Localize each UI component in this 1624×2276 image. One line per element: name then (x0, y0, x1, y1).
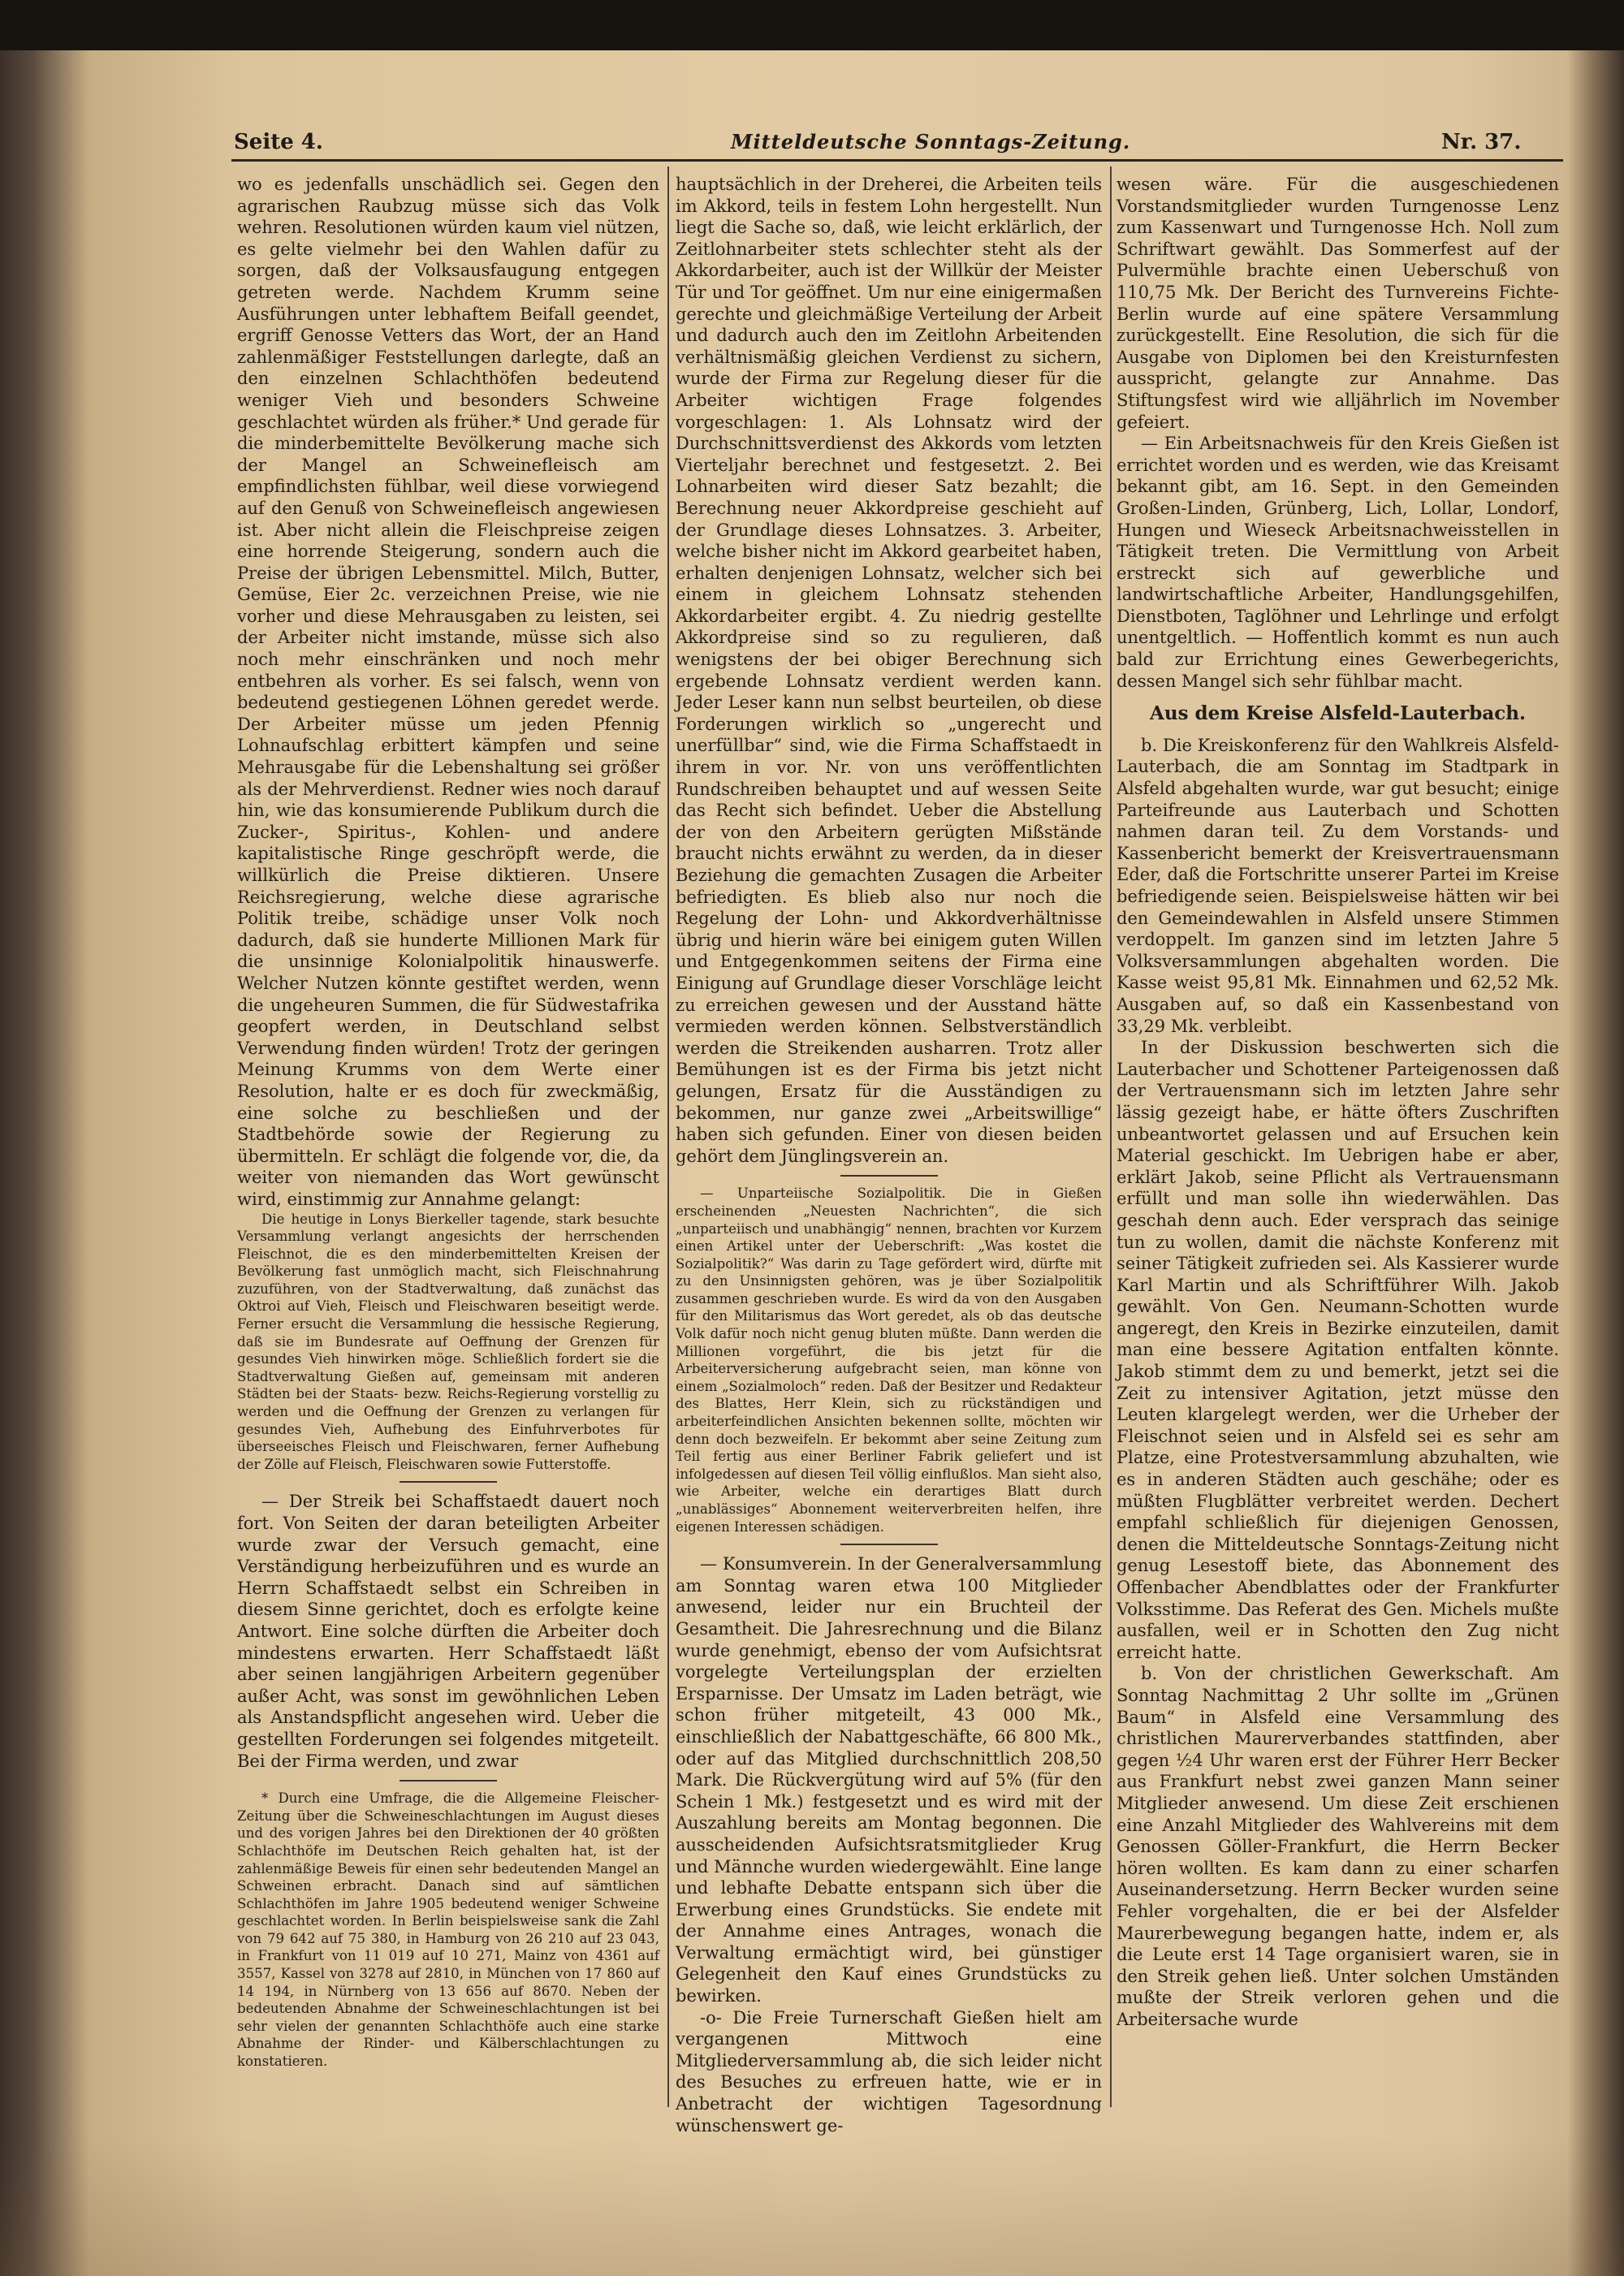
page-shadow (0, 2136, 1624, 2276)
section-divider (840, 1544, 938, 1545)
article-consumer-cooperative: — Konsumverein. In der Generalversammlung am Sonntag waren etwa 100 Mitglieder anwesend, leider nur ein Bruchteil der Gesamtheit. Die Jahresrechnung und die Bilanz wurde genehmigt, ebenso der vom Aufsichtsrat vorgelegte Verteilungsplan der erzielten Ersparnisse. Der Umsatz im Laden beträgt, wie schon früher mitgeteilt, 43 000 Mk., einschließlich der Nabattgeschäfte, 66 800 Mk., oder auf das Mitglied durchschnittlich 208,50 Mark. Die Rückvergütung wird auf 5% (für den Schein 1 Mk.) festgesetzt und es wird mit der Auszahlung bereits am Montag begonnen. Die ausscheidenden Aufsichtsratsmitglieder Krug und Männche wurden wiedergewählt. Eine lange und lebhafte Debatte entspann sich über die Erwerbung eines Grundstücks. Sie endete mit der Annahme eines Antrages, wonach die Verwaltung ermächtigt wird, bei günstiger Gelegenheit den Kauf eines Grundstücks zu bewirken. (676, 1554, 1102, 2006)
column-3 (1116, 174, 1559, 2030)
page-number: Seite 4. (234, 130, 323, 154)
article-social-policy: — Unparteiische Sozialpolitik. Die in Gießen erscheinenden „Neuesten Nachrichten“, die sich „unparteiisch und unabhängig“ nennen, brachten vor Kurzem einen Artikel unter der Ueberschrift: „Was kostet die Sozialpolitik?“ Was darin zu Tage gefördert wird, dürfte mit zu den Unsinnigsten gehören, was je über Sozialpolitik zusammen geschrieben wurde. Es wird da von den Ausgaben für den Militarismus das Wort geredet, als ob das deutsche Volk dafür noch nicht genug bluten müßte. Dann werden die Millionen vorgeführt, die bis jetzt für die Arbeiterversicherung aufgebracht seien, man könne von einem „Sozialmoloch“ reden. Daß der Besitzer und Redakteur des Blattes, Herr Klein, sich zu rückständigen und arbeiterfeindlichen Ansichten bekennen sollte, möchten wir denn doch bezweifeln. Er bekommt aber seine Zeitung zum Teil fertig aus einer Berliner Fabrik geliefert und ist infolgedessen auf diesen Teil völlig einflußlos. Man sieht also, wie Arbeiter, welche ein derartiges Blatt durch „unablässiges“ Abonnement weiterverbreiten helfen, ihre eigenen Interessen schädigen. (676, 1186, 1102, 1535)
article-christian-union: b. Von der christlichen Gewerkschaft. Am Sonntag Nachmittag 2 Uhr sollte im „Grünen Baum“ in Alsfeld eine Versammlung des christlichen Maurerverbandes stattfinden, aber gegen ½4 Uhr waren erst der Führer Herr Becker aus Frankfurt nebst zwei ganzen Mann seiner Mitglieder anwesend. Um diese Zeit erschienen eine Anzahl Mitglieder des Wahlvereins mit dem Genossen Göller-Frankfurt, die Herrn Becker hören wollten. Es kam dann zu einer scharfen Auseinandersetzung. Herrn Becker wurden seine Fehler vorgehalten, die er bei der Alsfelder Maurerbewegung begangen hatte, indem er, als die Leute erst 14 Tage organisiert waren, sie in den Streik gehen ließ. Unter solchen Umständen mußte der Streik verloren gehen und die Arbeitersache wurde (1116, 1664, 1559, 2029)
article-labor-exchange: — Ein Arbeitsnachweis für den Kreis Gießen ist errichtet worden und es werden, wie das Kreisamt bekannt gibt, am 16. Sept. in den Gemeinden Großen-Linden, Grünberg, Lich, Lollar, Londorf, Hungen und Wieseck Arbeitsnachweisstellen in Tätigkeit treten. Die Vermittlung von Arbeit erstreckt sich auf gewerbliche und landwirtschaftliche Arbeiter, Handlungsgehilfen, Dienstboten, Taglöhner und Lehrlinge und erfolgt unentgeltlich. — Hoffentlich kommt es nun auch bald zur Errichtung eines Gewerbegerichts, dessen Mangel sich sehr fühlbar macht. (1116, 434, 1559, 691)
column-2 (676, 174, 1102, 2136)
scanner-background (0, 0, 1624, 50)
footnote-pig-slaughter: * Durch eine Umfrage, die die Allgemeine Fleischer-Zeitung über die Schweineschlachtungen im August dieses und des vorigen Jahres bei den Direktionen der 40 größten Schlachthöfe im Deutschen Reich gehalten hat, ist der zahlenmäßige Beweis für einen sehr bedeutenden Mangel an Schweinen erbracht. Danach sind auf sämtlichen Schlachthöfen im Jahre 1905 bedeutend weniger Schweine geschlachtet worden. In Berlin beispielsweise sank die Zahl von 79 642 auf 75 380, in Hamburg von 26 210 auf 23 043, in Frankfurt von 11 019 auf 10 271, Mainz von 4361 auf 3557, Kassel von 3278 auf 2810, in München von 17 860 auf 14 194, in Nürnberg von 13 656 auf 8670. Neben der bedeutenden Abnahme der Schweineschlachtungen ist bei sehr vielen der genannten Schlachthöfe auch eine starke Abnahme der Rinder- und Kälberschlachtungen zu konstatieren. (237, 1790, 659, 2070)
article-gymnastics-club: -o- Die Freie Turnerschaft Gießen hielt am vergangenen Mittwoch eine Mitgliederversammlung ab, die sich leider nicht des Besuches zu erfreuen hatte, wie er in Anbetracht der wichtigen Tagesordnung wünschenswert ge- (676, 2007, 1102, 2136)
column-rule-1 (667, 166, 669, 2107)
article-discussion: In der Diskussion beschwerten sich die Lauterbacher und Schottener Parteigenossen daß der Vertrauensmann sich im letzten Jahre sehr lässig gezeigt habe, er hätte öfters Zuschriften unbeantwortet gelassen und auf Ersuchen kein Material geschickt. Im Uebrigen habe er aber, erklärt Jakob, seine Pflicht als Vertrauensmann erfüllt und man solle ihn wiederwählen. Das geschah denn auch. Eder versprach das seinige tun zu wollen, damit die nächste Konferenz mit seiner Tätigkeit zufrieden sei. Als Kassierer wurde Karl Martin und als Schriftführer Wilh. Jakob gewählt. Von Gen. Neumann-Schotten wurde angeregt, den Kreis in Bezirke einzuteilen, damit man eine bessere Agitation entfalten könnte. Jakob stimmt dem zu und bemerkt, jetzt sei die Zeit zu intensiver Agitation, jetzt müsse den Leuten klargelegt werden, wer die Urheber der Fleischnot seien und in Alsfeld sei es sehr am Platze, eine Protestversammlung abzuhalten, wie es in anderen Städten auch geschähe; oder es müßten Flugblätter verbreitet werden. Dechert empfahl schließlich für diejenigen Genossen, denen die Mitteldeutsche Sonntags-Zeitung nicht genug Lesestoff biete, das Abonnement des Offenbacher Abendblattes oder der Frankfurter Volksstimme. Das Referat des Gen. Michels mußte ausfallen, weil er in Schotten den Zug nicht erreicht hatte. (1116, 1038, 1559, 1662)
article-strike-schaffstaedt: — Der Streik bei Schaffstaedt dauert noch fort. Von Seiten der daran beteiligten Arbeiter wurde zwar der Versuch gemacht, eine Verständigung herbeizuführen und es wurde an Herrn Schaffstaedt selbst ein Schreiben in diesem Sinne gerichtet, doch es erfolgte keine Antwort. Eine solche dürften die Arbeiter doch mindestens erwarten. Herr Schaffstaedt läßt aber seinen langjährigen Arbeitern gegenüber außer Acht, was sonst im gewöhnlichen Leben als Anstandspflicht angesehen wird. Ueber die gestellten Forderungen sei folgendes mitgeteilt. Bei der Firma werden, und zwar (237, 1492, 659, 1771)
header-rule (231, 159, 1563, 162)
resolution-text: Die heutige in Lonys Bierkeller tagende, stark besuchte Versammlung verlangt angesichts der herrschenden Fleischnot, die es den minderbemittelten Kreisen der Bevölkerung fast unmöglich macht, sich Fleischnahrung zuzuführen, von der Stadtverwaltung, daß zunächst das Oktroi auf Vieh, Fleisch und Fleischwaren beseitigt werde. Ferner ersucht die Versammlung die hessische Regierung, daß sie im Bundesrate auf Oeffnung der Grenzen für gesundes Vieh hinwirken möge. Schließlich fordert sie die Stadtverwaltung Gießen auf, gemeinsam mit anderen Städten bei der Staats- bezw. Reichs-Regierung vorstellig zu werden und die Oeffnung der Grenzen zu verlangen für gesundes Vieh, Aufhebung des Einfuhrverbotes für überseeisches Fleisch und Fleischwaren, ferner Aufhebung der Zölle auf Fleisch, Fleischwaren sowie Futterstoffe. (237, 1211, 659, 1472)
column-1 (237, 174, 659, 2071)
issue-number: Nr. 37. (1441, 130, 1522, 154)
section-heading: Aus dem Kreise Alsfeld-Lauterbach. (1150, 702, 1526, 725)
article-district-conference: b. Die Kreiskonferenz für den Wahlkreis Alsfeld-Lauterbach, die am Sonntag im Stadtpark in Alsfeld abgehalten wurde, war gut besucht; einige Parteifreunde aus Lauterbach und Schotten nahmen daran teil. Zu dem Vorstands- und Kassenbericht bemerkt der Kreisvertrauensmann Eder, daß die Fortschritte unserer Partei im Kreise befriedigende seien. Beispielsweise hätten wir bei den Gemeindewahlen in Alsfeld unsere Stimmen verdoppelt. Im ganzen sind im letzten Jahre 5 Volksversammlungen abgehalten worden. Die Kasse weist 95,81 Mk. Einnahmen und 62,52 Mk. Ausgaben auf, so daß ein Kassenbestand von 33,29 Mk. verbleibt. (1116, 735, 1559, 1036)
column-rule-2 (1110, 166, 1112, 2107)
masthead-title: Mitteldeutsche Sonntags-Zeitung. (731, 130, 1131, 153)
article-strike-continued: hauptsächlich in der Dreherei, die Arbeiten teils im Akkord, teils in festem Lohn hergestellt. Nun liegt die Sache so, daß, wie leicht erklärlich, der Zeitlohnarbeiter stets schlechter steht als der Akkordarbeiter, auch ist der Willkür der Meister Tür und Tor geöffnet. Um nur eine einigermaßen gerechte und gleichmäßige Verteilung der Arbeit und dadurch auch den im Zeitlohn Arbeitenden verhältnismäßig gleichen Verdienst zu sichern, wurde der Firma zur Regelung dieser für die Arbeiter wichtigen Frage folgendes vorgeschlagen: 1. Als Lohnsatz wird der Durchschnittsverdienst des Akkords vom letzten Vierteljahr berechnet und festgesetzt. 2. Bei Lohnarbeiten wird dieser Satz bezahlt; die Berechnung neuer Akkordpreise geschieht auf der Grundlage dieses Lohnsatzes. 3. Arbeiter, welche bisher nicht im Akkord gearbeitet haben, erhalten denjenigen Lohnsatz, welcher sich bei einem in gleichem Lohnsatz stehenden Akkordarbeiter ergibt. 4. Zu niedrig gestellte Akkordpreise sind so zu regulieren, daß wenigstens der bei obiger Berechnung sich ergebende Lohnsatz verdient werden kann. Jeder Leser kann nun selbst beurteilen, ob diese Forderungen wirklich so „ungerecht und unerfüllbar“ sind, wie die Firma Schaffstaedt in ihrem in vor. Nr. von uns veröffentlichten Rundschreiben behauptet und auf wessen Seite das Recht sich befindet. Ueber die Abstellung der von den Arbeitern gerügten Mißstände braucht nichts erwähnt zu werden, da in dieser Beziehung die gemachten Zusagen die Arbeiter befriedigten. Es blieb also nur noch die Regelung der Lohn- und Akkordverhältnisse übrig und hierin wäre bei einigem guten Willen und Entgegenkommen seitens der Firma eine Einigung auf Grundlage dieser Vorschläge leicht zu erreichen gewesen und der Ausstand hätte vermieden werden können. Selbstverständlich werden die Streikenden ausharren. Trotz aller Bemühungen ist es der Firma bis jetzt nicht gelungen, Ersatz für die Ausständigen zu bekommen, nur ganze zwei „Arbeitswillige“ haben sich gefunden. Einer von diesen beiden gehört dem Jünglingsverein an. (676, 175, 1102, 1166)
section-divider (400, 1481, 497, 1483)
section-divider (840, 1175, 938, 1177)
article-gymnastics-continued: wesen wäre. Für die ausgeschiedenen Vorstandsmitglieder wurden Turngenosse Lenz zum Kassenwart und Turngenosse Hch. Noll zum Schriftwart gewählt. Das Sommerfest auf der Pulvermühle brachte einen Ueberschuß von 110,75 Mk. Der Bericht des Turnvereins Fichte-Berlin wurde auf eine spätere Versammlung zurückgestellt. Eine Resolution, die sich für die Ausgabe von Diplomen bei den Kreisturnfesten ausspricht, gelangte zur Annahme. Das Stiftungsfest wird wie alljährlich im November gefeiert. (1116, 175, 1559, 432)
footnote-divider (400, 1780, 497, 1781)
article-meat-prices: wo es jedenfalls unschädlich sei. Gegen den agrarischen Raubzug müsse sich das Volk wehren. Resolutionen würden kaum viel nützen, es gelte vielmehr bei den Wahlen dafür zu sorgen, daß der Volksausfaugung entgegen getreten werde. Nachdem Krumm seine Ausführungen unter lebhaftem Beifall geendet, ergriff Genosse Vetters das Wort, der an Hand zahlenmäßiger Feststellungen darlegte, daß an den einzelnen Schlachthöfen bedeutend weniger Vieh und besonders Schweine geschlachtet würden als früher.* Und gerade für die minderbemittelte Bevölkerung mache sich der Mangel an Schweinefleisch am empfindlichsten fühlbar, weil diese vorwiegend auf den Genuß von Schweinefleisch angewiesen ist. Aber nicht allein die Fleischpreise zeigen eine horrende Steigerung, sondern auch die Preise der übrigen Lebensmittel. Milch, Butter, Gemüse, Eier 2c. verzeichnen Preise, wie nie vorher und diese Mehrausgaben zu leisten, sei der Arbeiter nicht imstande, müsse sich also noch mehr einschränken und noch mehr entbehren als vorher. Es sei falsch, wenn von bedeutend gestiegenen Löhnen geredet werde. Der Arbeiter müsse um jeden Pfennig Lohnaufschlag erbittert kämpfen und seine Mehrausgabe für die Lebenshaltung sei größer als der Mehrverdienst. Redner wies noch darauf hin, wie das konsumierende Publikum durch die Zucker-, Spiritus-, Kohlen- und andere kapitalistische Ringe geschröpft werde, die willkürlich die Preise diktieren. Unsere Reichsregierung, welche diese agrarische Politik treibe, schädige unser Volk noch dadurch, daß sie hunderte Millionen Mark für die unsinnige Kolonialpolitik hinauswerfe. Welcher Nutzen könnte gestiftet werden, wenn die ungeheuren Summen, die für Südwestafrika geopfert werden, in Deutschland selbst Verwendung finden würden! Trotz der geringen Meinung Krumms von dem Werte einer Resolution, halte er es doch für zweckmäßig, eine solche zu beschließen und der Stadtbehörde sowie der Regierung zu übermitteln. Er schlägt die folgende vor, die, da weiter von niemanden das Wort gewünscht wird, einstimmig zur Annahme gelangt: (237, 175, 659, 1209)
